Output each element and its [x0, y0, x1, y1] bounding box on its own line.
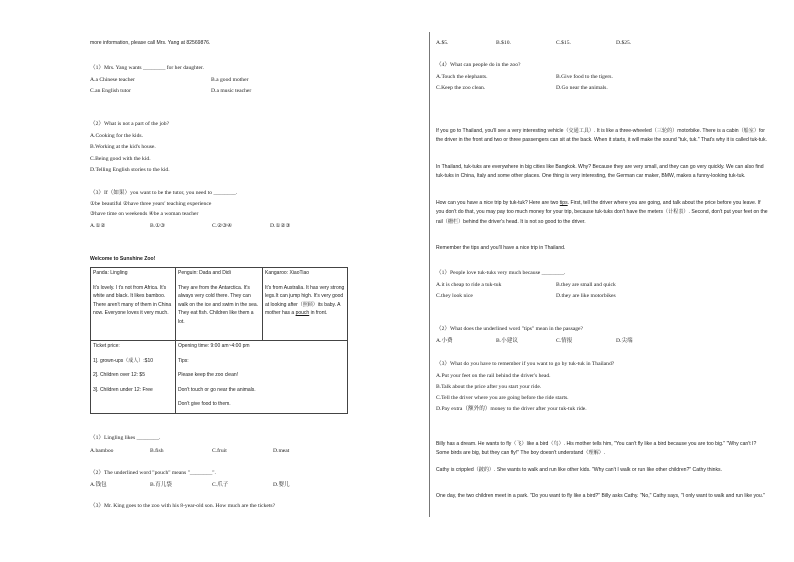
panda-cell	[91, 268, 176, 341]
option-a[interactable]: A.Put your feet on the rail behind the driver's head.	[436, 373, 551, 379]
question-stem: （1）Mrs. Yang wants ________ for her daughter.	[90, 65, 204, 71]
zoo-info-table	[90, 267, 348, 414]
tip-item: Don't give food to them.	[178, 401, 231, 408]
option-d[interactable]: D.①②③	[270, 223, 291, 229]
passage-paragraph: Cathy is crippled（跛的）. She wants to walk and run like other kids. "Why can't I walk or run like other children?" Cathy thinks.	[436, 467, 722, 473]
kangaroo-text-end: in front.	[309, 310, 328, 317]
option-b[interactable]: B.Working at the kid's house.	[90, 144, 156, 150]
option-a[interactable]: A.①②	[90, 223, 106, 229]
underlined-word-tips: tips	[559, 200, 568, 206]
passage-paragraph: Remember the tips and you'll have a nice trip in Thailand.	[436, 245, 566, 251]
option-a[interactable]: A.Cooking for the kids.	[90, 133, 143, 139]
kangaroo-description	[265, 284, 345, 318]
option-c[interactable]: C.Keep the zoo clean.	[436, 85, 486, 91]
penguin-name: Penguin: Dada and Didi	[178, 270, 231, 276]
question-stem: （1）People love tuk-tuks very much because ________.	[436, 270, 566, 276]
question-stem: （2）What is not a part of the job?	[90, 121, 170, 127]
choice-line: ①be beautiful ②have three years' teaching experience	[90, 201, 212, 207]
opening-tips-cell	[176, 341, 348, 414]
option-a[interactable]: A.钱包	[90, 482, 107, 488]
underlined-word-pouch: pouch	[295, 310, 310, 317]
option-b[interactable]: B.①③	[150, 223, 166, 229]
question-stem: （2）The underlined word "pouch" means "________".	[90, 470, 216, 476]
option-c[interactable]: C.$15.	[556, 40, 571, 46]
option-d[interactable]: D.婴儿	[273, 482, 290, 488]
choice-line: ③have time on weekends ④be a woman teacher	[90, 211, 199, 217]
option-d[interactable]: D.a music teacher	[211, 88, 252, 94]
option-a[interactable]: A.Touch the elephants.	[436, 74, 488, 80]
intro-line: more information, please call Mrs. Yang at 82569876.	[90, 40, 211, 46]
option-c[interactable]: C.②③④	[212, 223, 233, 229]
question-stem: （1）Lingling likes ________.	[90, 435, 161, 441]
option-a[interactable]: A.小费	[436, 338, 453, 344]
option-b[interactable]: B.育儿袋	[150, 482, 172, 488]
option-d[interactable]: D.Telling English stories to the kid.	[90, 167, 170, 173]
opening-time: Opening time: 9:00 am~4:00 pm	[178, 343, 250, 349]
panda-description: It's lovely. I t's not from Africa. It's white and black. It likes bamboo. There aren't many of them in China now. Everyone loves it very much.	[93, 284, 172, 317]
passage-text: How can you have a nice trip by tuk-tuk? Here are two	[436, 200, 560, 206]
question-stem: （3）Mr. King goes to the zoo with his 8-year-old son. How much are the tickets?	[90, 503, 276, 509]
tips-label: Tips:	[178, 357, 189, 364]
option-b[interactable]: B.Give food to the tigers.	[556, 74, 613, 80]
ticket-price-item: 1]. grown-ups（成人）:$10	[93, 357, 154, 364]
kangaroo-text: It's from Australia. It has very strong legs.It can jump high. It's very good at looking after（照顾）its baby. A mother has a	[265, 284, 345, 317]
option-a[interactable]: A.$5.	[436, 40, 449, 46]
passage-paragraph: One day, the two children meet in a park. "Do you want to fly like a bird?" Billy asks Cathy. "No," Cathy says, "I only want to walk and run like you."	[436, 493, 765, 499]
penguin-cell	[176, 268, 263, 341]
option-b[interactable]: B.小建议	[496, 338, 518, 344]
question-stem: （4）What can people do in the zoo?	[436, 62, 521, 68]
option-d[interactable]: D.尖端	[616, 338, 633, 344]
ticket-price-item: 3]. Children under 12: Free	[93, 386, 153, 393]
option-c[interactable]: C.Being good with the kid.	[90, 156, 151, 162]
panda-name: Panda: Lingling	[93, 270, 128, 276]
ticket-price-cell	[91, 341, 176, 414]
tip-item: Don't touch or go near the animals.	[178, 386, 256, 393]
tip-item: Please keep the zoo clean!	[178, 372, 239, 379]
zoo-welcome-heading: Welcome to Sunshine Zoo!	[90, 256, 156, 262]
option-d[interactable]: D.they are like motorbikes	[556, 293, 616, 299]
question-stem: （3）If（如果）you want to be the tutor, you need to ________.	[90, 190, 238, 196]
ticket-price-title: Ticket price:	[93, 343, 120, 349]
option-c[interactable]: C.they look nice	[436, 293, 473, 299]
option-c[interactable]: C.Tell the driver where you are going before the ride starts.	[436, 395, 569, 401]
penguin-description: They are from the Antarctica. It's always very cold there. They can walk on the ice and swim in the sea. They eat fish. Children like them a lot.	[178, 284, 259, 325]
question-stem: （2）What does the underlined word "tips" mean in the passage?	[436, 326, 584, 332]
option-b[interactable]: B.they are small and quick	[556, 282, 616, 288]
option-b[interactable]: B.a good mother	[211, 77, 249, 83]
option-d[interactable]: D.Go near the animals.	[556, 85, 608, 91]
column-divider	[429, 32, 430, 517]
option-a[interactable]: A.a Chinese teacher	[90, 77, 135, 83]
option-a[interactable]: A.it is cheap to ride a tuk-tuk	[436, 282, 502, 288]
option-d[interactable]: D.meat	[273, 448, 290, 454]
passage-paragraph: In Thailand, tuk-tuks are everywhere in big cities like Bangkok. Why? Because they are very small, and they can go very quickly. We can also find tuk-tuks in China, Italy and some other places. One thing is very interesting, the German car maker, BMW, makes a funny-looking tuk-tuk.	[436, 164, 764, 180]
ticket-price-item: 2]. Children over 12: $5	[93, 372, 145, 379]
option-c[interactable]: C.情报	[556, 338, 573, 344]
option-c[interactable]: C.an English tutor	[90, 88, 131, 94]
passage-paragraph: If you go to Thailand, you'll see a very interesting vehicle（交通工具）. It is like a three-wheeled（三轮的）motorbike. There is a cabin（船室）for the driver in the front and two or three passengers can sit at the back. When it starts, it will make the sound "tuk, tuk." That's why it is called tuk-tuk.	[436, 128, 767, 144]
option-b[interactable]: B.$10.	[496, 40, 511, 46]
option-c[interactable]: C.爪子	[212, 482, 229, 488]
passage-paragraph	[436, 199, 768, 227]
option-a[interactable]: A.bamboo	[90, 448, 114, 454]
passage-text: . First, tell the driver where you are going, and talk about the price before you leave. If you don't do that, you may pay too much money for your trip, because tuk-tuks don't have the meters（计程表）. Second, don't put your feet on the rail（栅栏）behind the driver's head. It is not so good to the driver.	[436, 200, 768, 225]
option-d[interactable]: D.Pay extra（额外的）money to the driver after your tuk-tuk ride.	[436, 406, 587, 412]
option-b[interactable]: B.Talk about the price after you start your ride.	[436, 384, 542, 390]
question-stem: （3）What do you have to remember if you want to go by tuk-tuk in Thailand?	[436, 361, 615, 367]
kangaroo-name: Kangaroo: XiaoTiao	[265, 270, 310, 276]
passage-paragraph: Billy has a dream. He wants to fly（飞）like a bird（鸟）. His mother tells him, "You can't fly like a bird because you are too big." "Why can't I? Some birds are big, but they can fly!" The boy doesn't understand（理解）.	[436, 441, 757, 457]
option-b[interactable]: B.fish	[150, 448, 164, 454]
option-c[interactable]: C.fruit	[212, 448, 227, 454]
kangaroo-cell	[263, 268, 348, 341]
option-d[interactable]: D.$25.	[616, 40, 632, 46]
